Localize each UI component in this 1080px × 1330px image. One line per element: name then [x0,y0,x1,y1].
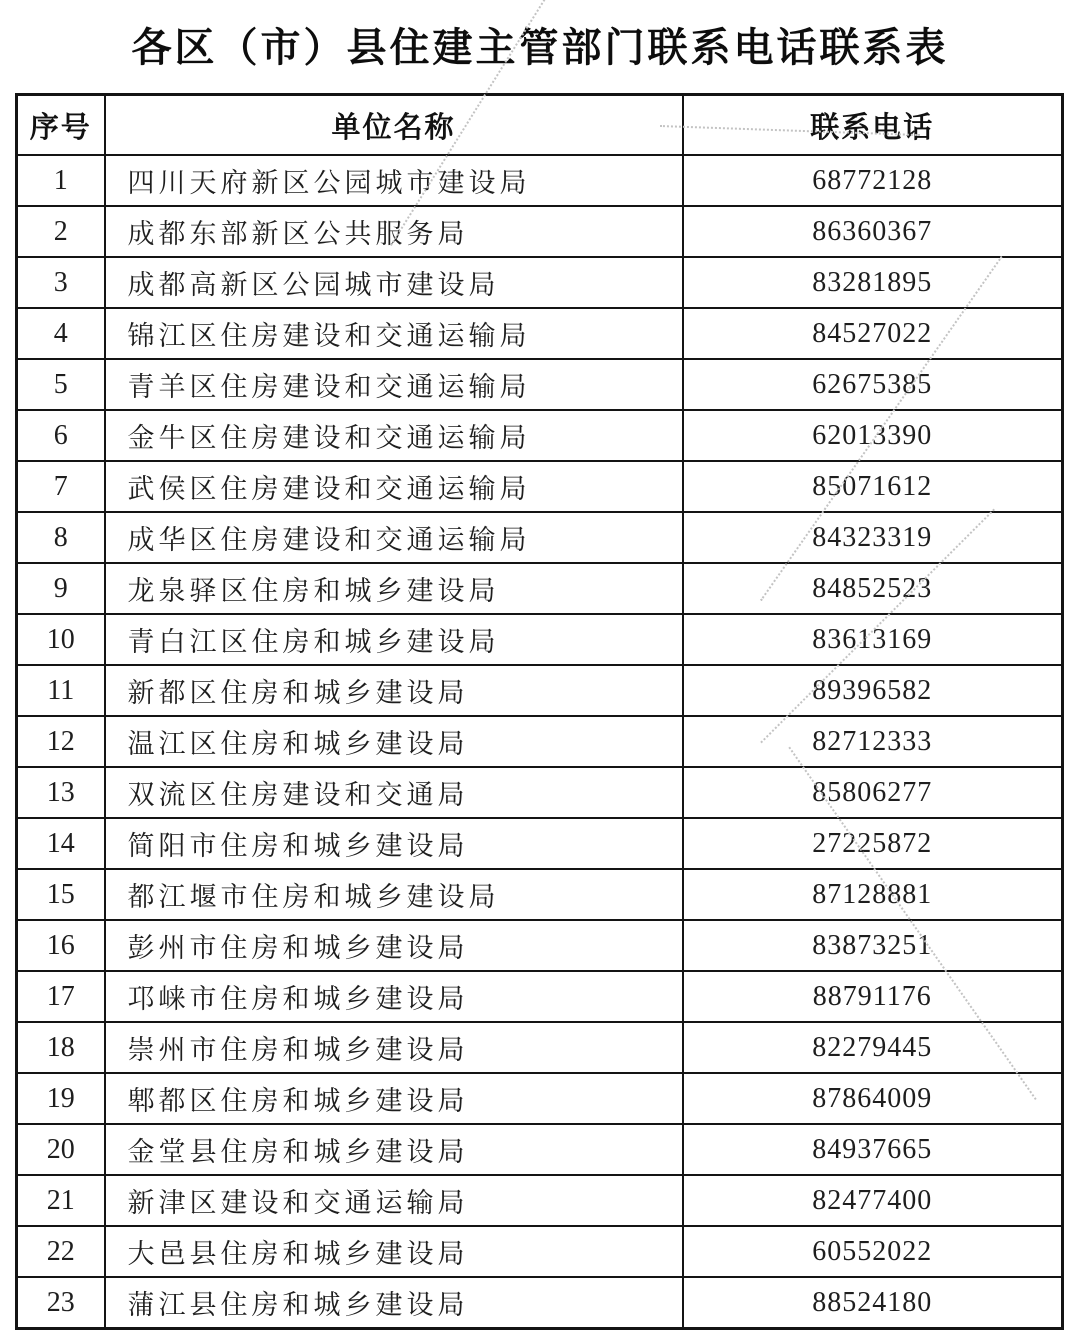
row-index-cell: 16 [17,920,105,971]
table-row [17,359,1063,410]
phone-cell: 86360367 [683,206,1063,257]
unit-name-cell: 新津区建设和交通运输局 [105,1175,683,1226]
row-index-cell: 18 [17,1022,105,1073]
table-row [17,665,1063,716]
table-row [17,614,1063,665]
unit-name-cell: 武侯区住房建设和交通运输局 [105,461,683,512]
row-index-cell: 9 [17,563,105,614]
unit-name-cell: 青羊区住房建设和交通运输局 [105,359,683,410]
row-index-cell: 23 [17,1277,105,1329]
header-unit-name: 单位名称 [105,95,683,156]
contact-table [15,93,1064,1330]
table-row [17,818,1063,869]
table-row [17,1175,1063,1226]
table-row [17,716,1063,767]
phone-cell: 87864009 [683,1073,1063,1124]
phone-cell: 85071612 [683,461,1063,512]
unit-name-cell: 郫都区住房和城乡建设局 [105,1073,683,1124]
phone-cell: 88524180 [683,1277,1063,1329]
unit-name-cell: 温江区住房和城乡建设局 [105,716,683,767]
phone-cell: 83613169 [683,614,1063,665]
row-index-cell: 10 [17,614,105,665]
table-row [17,1022,1063,1073]
phone-cell: 84852523 [683,563,1063,614]
unit-name-cell: 彭州市住房和城乡建设局 [105,920,683,971]
unit-name-cell: 龙泉驿区住房和城乡建设局 [105,563,683,614]
row-index-cell: 15 [17,869,105,920]
table-row [17,461,1063,512]
unit-name-cell: 锦江区住房建设和交通运输局 [105,308,683,359]
phone-cell: 84937665 [683,1124,1063,1175]
page-title: 各区（市）县住建主管部门联系电话联系表 [131,26,949,70]
table-row [17,257,1063,308]
unit-name-cell: 青白江区住房和城乡建设局 [105,614,683,665]
unit-name-cell: 双流区住房建设和交通局 [105,767,683,818]
unit-name-cell: 蒲江县住房和城乡建设局 [105,1277,683,1329]
phone-cell: 68772128 [683,155,1063,206]
table-row [17,920,1063,971]
row-index-cell: 6 [17,410,105,461]
row-index-cell: 2 [17,206,105,257]
phone-cell: 89396582 [683,665,1063,716]
row-index-cell: 21 [17,1175,105,1226]
unit-name-cell: 成华区住房建设和交通运输局 [105,512,683,563]
unit-name-cell: 金堂县住房和城乡建设局 [105,1124,683,1175]
phone-cell: 82477400 [683,1175,1063,1226]
phone-cell: 83281895 [683,257,1063,308]
row-index-cell: 22 [17,1226,105,1277]
unit-name-cell: 邛崃市住房和城乡建设局 [105,971,683,1022]
unit-name-cell: 大邑县住房和城乡建设局 [105,1226,683,1277]
unit-name-cell: 简阳市住房和城乡建设局 [105,818,683,869]
table-row [17,1226,1063,1277]
phone-cell: 82279445 [683,1022,1063,1073]
row-index-cell: 7 [17,461,105,512]
row-index-cell: 8 [17,512,105,563]
table-row [17,308,1063,359]
phone-cell: 60552022 [683,1226,1063,1277]
table-row [17,410,1063,461]
unit-name-cell: 崇州市住房和城乡建设局 [105,1022,683,1073]
table-row [17,1073,1063,1124]
row-index-cell: 17 [17,971,105,1022]
header-index: 序号 [17,95,105,156]
row-index-cell: 11 [17,665,105,716]
unit-name-cell: 四川天府新区公园城市建设局 [105,155,683,206]
table-row [17,512,1063,563]
unit-name-cell: 都江堰市住房和城乡建设局 [105,869,683,920]
table-header-row [17,95,1063,156]
row-index-cell: 5 [17,359,105,410]
table-row [17,869,1063,920]
table-row [17,206,1063,257]
unit-name-cell: 成都东部新区公共服务局 [105,206,683,257]
row-index-cell: 12 [17,716,105,767]
row-index-cell: 20 [17,1124,105,1175]
unit-name-cell: 成都高新区公园城市建设局 [105,257,683,308]
table-row [17,767,1063,818]
row-index-cell: 1 [17,155,105,206]
row-index-cell: 4 [17,308,105,359]
phone-cell: 62675385 [683,359,1063,410]
row-index-cell: 14 [17,818,105,869]
table-row [17,1277,1063,1329]
table-row [17,971,1063,1022]
phone-cell: 83873251 [683,920,1063,971]
row-index-cell: 3 [17,257,105,308]
phone-cell: 85806277 [683,767,1063,818]
phone-cell: 62013390 [683,410,1063,461]
row-index-cell: 13 [17,767,105,818]
unit-name-cell: 金牛区住房建设和交通运输局 [105,410,683,461]
table-row [17,563,1063,614]
phone-cell: 82712333 [683,716,1063,767]
table-row [17,1124,1063,1175]
row-index-cell: 19 [17,1073,105,1124]
phone-cell: 88791176 [683,971,1063,1022]
table-row [17,155,1063,206]
phone-cell: 27225872 [683,818,1063,869]
table-body [17,155,1063,1329]
phone-cell: 87128881 [683,869,1063,920]
phone-cell: 84323319 [683,512,1063,563]
phone-cell: 84527022 [683,308,1063,359]
unit-name-cell: 新都区住房和城乡建设局 [105,665,683,716]
header-phone: 联系电话 [683,95,1063,156]
